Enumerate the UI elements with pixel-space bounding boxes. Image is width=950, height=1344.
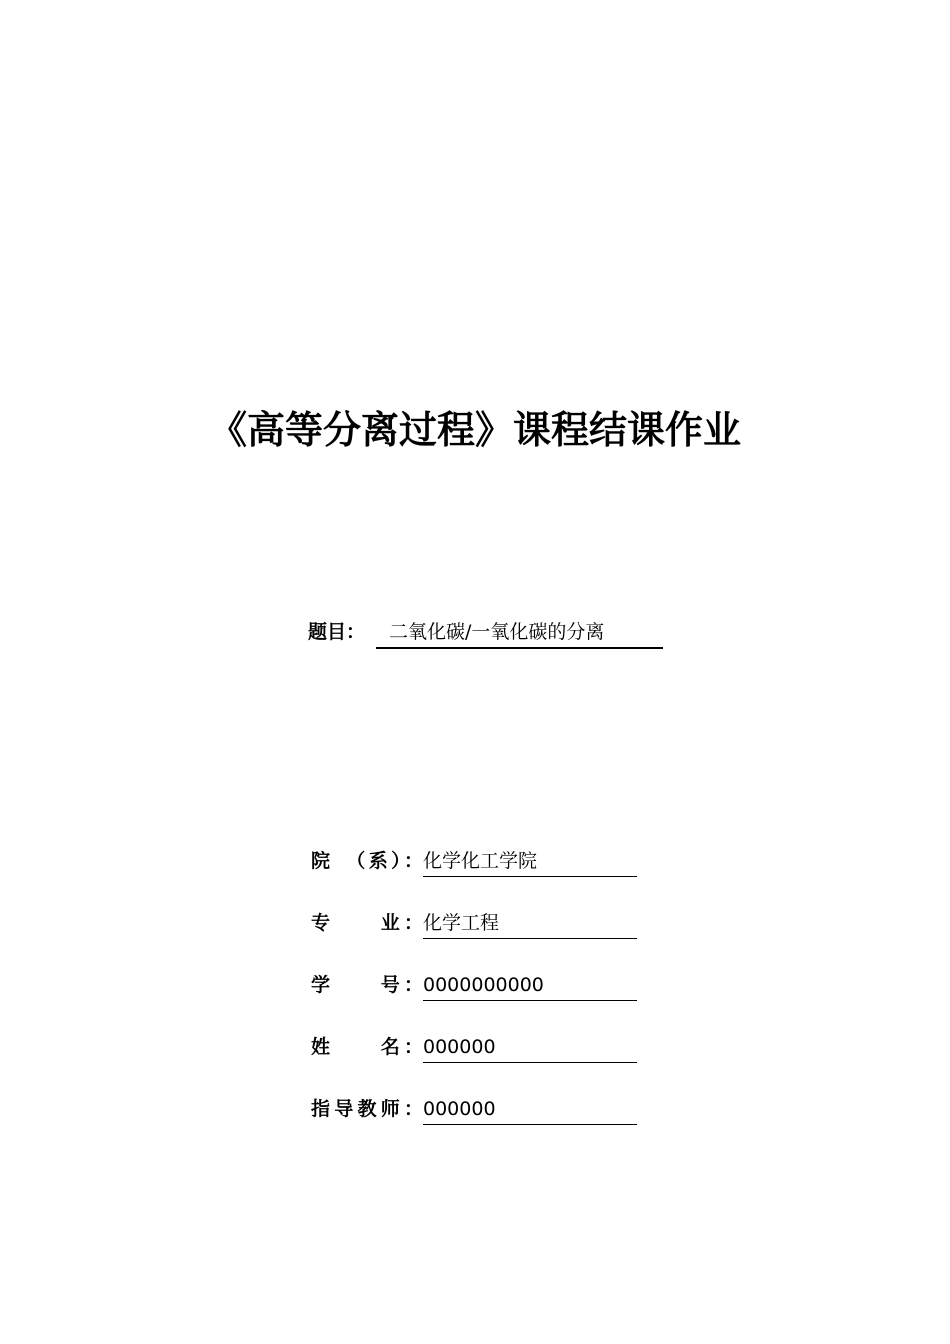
- cover-title: 《高等分离过程》课程结课作业: [208, 407, 741, 452]
- name-value: 000000: [423, 1032, 637, 1063]
- advisor-label: 指导教师：: [311, 1098, 423, 1120]
- department-label: 院 （系）：: [311, 850, 423, 872]
- student-info: [311, 846, 641, 1156]
- major-value: 化学工程: [423, 908, 637, 939]
- topic-value: 二氧化碳/一氧化碳的分离: [376, 617, 663, 649]
- info-row-advisor: [311, 1094, 641, 1124]
- student-id-label: 学 号：: [311, 974, 423, 996]
- advisor-value: 000000: [423, 1094, 637, 1125]
- info-row-major: [311, 908, 641, 938]
- info-row-name: [311, 1032, 641, 1062]
- student-id-value: 0000000000: [423, 970, 637, 1001]
- info-row-student-id: [311, 970, 641, 1000]
- name-label: 姓 名：: [311, 1036, 423, 1058]
- topic-label: 题目：: [308, 621, 366, 643]
- major-label: 专 业：: [311, 912, 423, 934]
- department-value: 化学化工学院: [423, 846, 637, 877]
- info-row-department: [311, 846, 641, 876]
- topic-line: [308, 617, 663, 649]
